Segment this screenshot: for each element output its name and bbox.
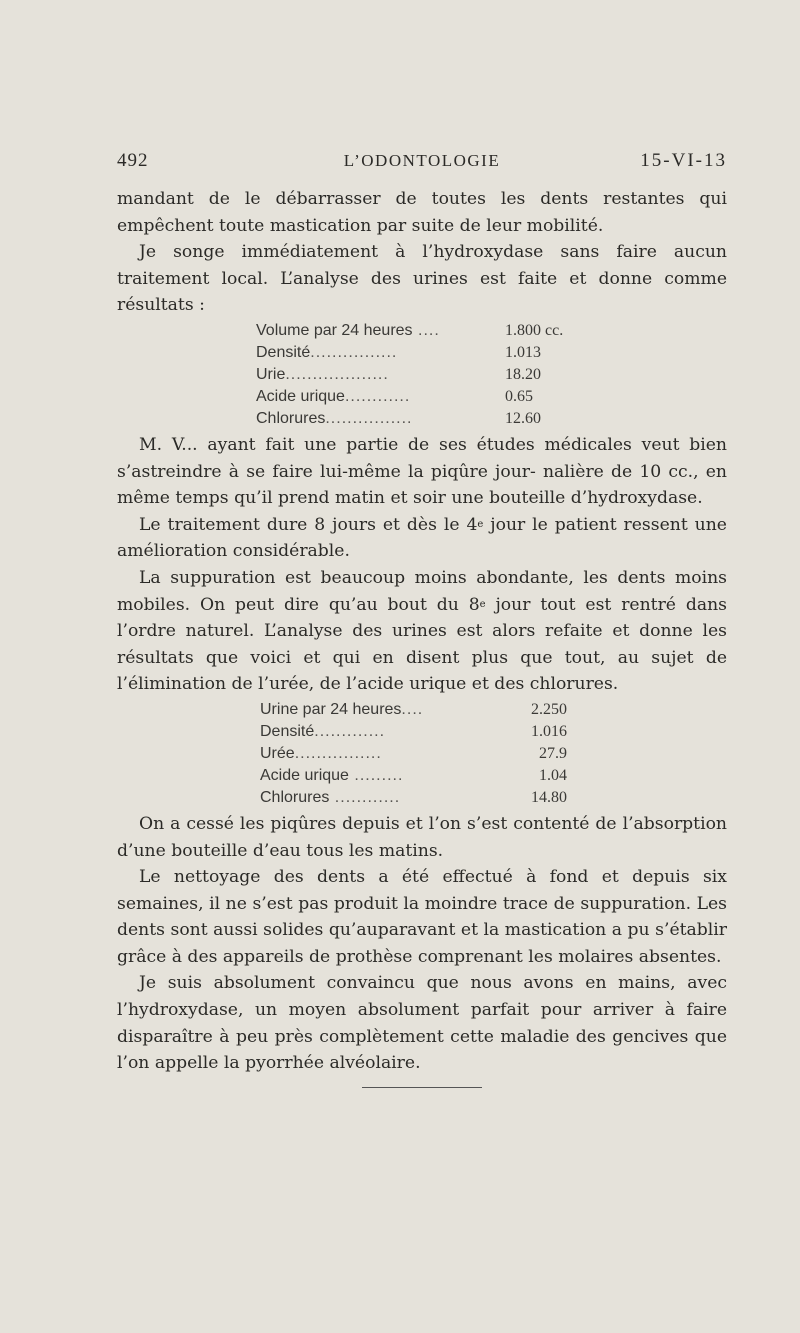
running-header (117, 150, 727, 176)
table-row (256, 364, 565, 386)
row-label (256, 364, 491, 386)
paragraph: mandant de le débarrasser de toutes les dents restantes qui empêchent toute mastication par suite de leur mobilité. (117, 189, 727, 236)
superscript: e (477, 518, 484, 530)
paragraph-text: jour tout est rentré dans l’ordre naturel. L’analyse des urines est alors refaite et donne les résultats que voici et qui en disent plus que tout, au sujet de l’élimination de l’urée, de l’acide urique et des chlorures. (117, 594, 727, 695)
row-label-text: Urie (256, 365, 286, 383)
row-label (260, 721, 485, 743)
row-value: 1.800 cc. (505, 321, 564, 339)
urine-analysis-table-2 (260, 699, 567, 809)
row-label-text: Urée (260, 744, 295, 762)
urine-analysis-table-1 (256, 320, 565, 430)
table-row (256, 408, 565, 430)
table-row (256, 320, 565, 342)
superscript: e (479, 598, 486, 610)
table-row (260, 721, 567, 743)
paragraph: On a cessé les piqûres depuis et l’on s’est contenté de l’absorption d’une bouteille d’eau tous les matins. (117, 813, 727, 861)
paragraph-text: La suppuration est beaucoup moins abondante, les dents moins mobiles. On peut dire qu’au bout du 8 (117, 567, 727, 615)
paragraph: Je suis absolument convaincu que nous avons en mains, avec l’hydroxydase, un moyen absolument parfait pour arriver à faire disparaître à peu près complètement cette maladie des gencives que l’on appelle la pyorrhée alvéolaire. (117, 973, 727, 1074)
row-label (260, 699, 485, 721)
row-label (256, 408, 491, 430)
row-label (260, 765, 485, 787)
paragraph: M. V... ayant fait une partie de ses études médicales veut bien s’astreindre à se faire lui-même la piqûre jour- nalière de 10 cc., en même temps qu’il prend matin et soir une bouteille d’hydroxydase. (117, 434, 727, 509)
table-row (260, 699, 567, 721)
leader-dots: ................ (325, 409, 413, 427)
paragraph (117, 565, 727, 698)
leader-dots: ................ (310, 343, 398, 361)
leader-dots: .... (412, 321, 440, 339)
table-row (256, 386, 565, 408)
row-label-text: Densité (260, 722, 315, 740)
row-value: 2.250 (531, 700, 567, 718)
row-value: 1.013 (505, 343, 541, 361)
leader-dots: .... (401, 700, 424, 718)
paragraph (117, 512, 727, 565)
row-label (260, 787, 485, 809)
row-label (256, 320, 491, 342)
journal-title: L’ODONTOLOGIE (343, 151, 501, 170)
leader-dots: ............. (314, 722, 386, 740)
table-row (260, 787, 567, 809)
row-label-text: Acide urique (256, 387, 345, 405)
row-value: 1.016 (531, 722, 567, 740)
table-row (260, 765, 567, 787)
row-value: 12.60 (505, 409, 541, 427)
paragraph: Je songe immédiatement à l’hydroxydase sans faire aucun traitement local. L’analyse des urines est faite et donne comme résultats : (117, 242, 727, 316)
row-label-text: Densité (256, 343, 311, 361)
paragraph-text: jour le patient ressent une amélioration considérable. (117, 514, 727, 562)
page (117, 150, 727, 1088)
leader-dots: ................ (294, 744, 382, 762)
row-value: 14.80 (531, 788, 567, 806)
row-label-text: Chlorures (256, 409, 326, 427)
end-rule (362, 1087, 482, 1088)
leader-dots: ............ (344, 387, 411, 405)
row-value: 27.9 (539, 744, 567, 762)
leader-dots: ................... (285, 365, 389, 383)
table-row (256, 342, 565, 364)
leader-dots: ......... (348, 766, 404, 784)
row-label (260, 743, 485, 765)
row-value: 1.04 (539, 766, 567, 784)
row-value: 0.65 (505, 387, 533, 405)
row-label-text: Acide urique (260, 766, 349, 784)
row-label-text: Urine par 24 heures (260, 700, 402, 718)
issue-date: 15-VI-13 (640, 150, 727, 171)
row-label-text: Volume par 24 heures (256, 321, 413, 339)
row-value: 18.20 (505, 365, 541, 383)
row-label (256, 386, 491, 408)
body-text (117, 186, 727, 1077)
page-number: 492 (117, 150, 149, 171)
paragraph-text: Le traitement dure 8 jours et dès le 4 (139, 514, 478, 535)
leader-dots: ............ (329, 788, 401, 806)
paragraph: Le nettoyage des dents a été effectué à fond et depuis six semaines, il ne s’est pas produit la moindre trace de suppuration. Les dents sont aussi solides qu’auparavant et la mastication a pu s’établir grâce à des appareils de prothèse comprenant les molaires absentes. (117, 867, 727, 967)
row-label (256, 342, 491, 364)
table-row (260, 743, 567, 765)
row-label-text: Chlorures (260, 788, 330, 806)
